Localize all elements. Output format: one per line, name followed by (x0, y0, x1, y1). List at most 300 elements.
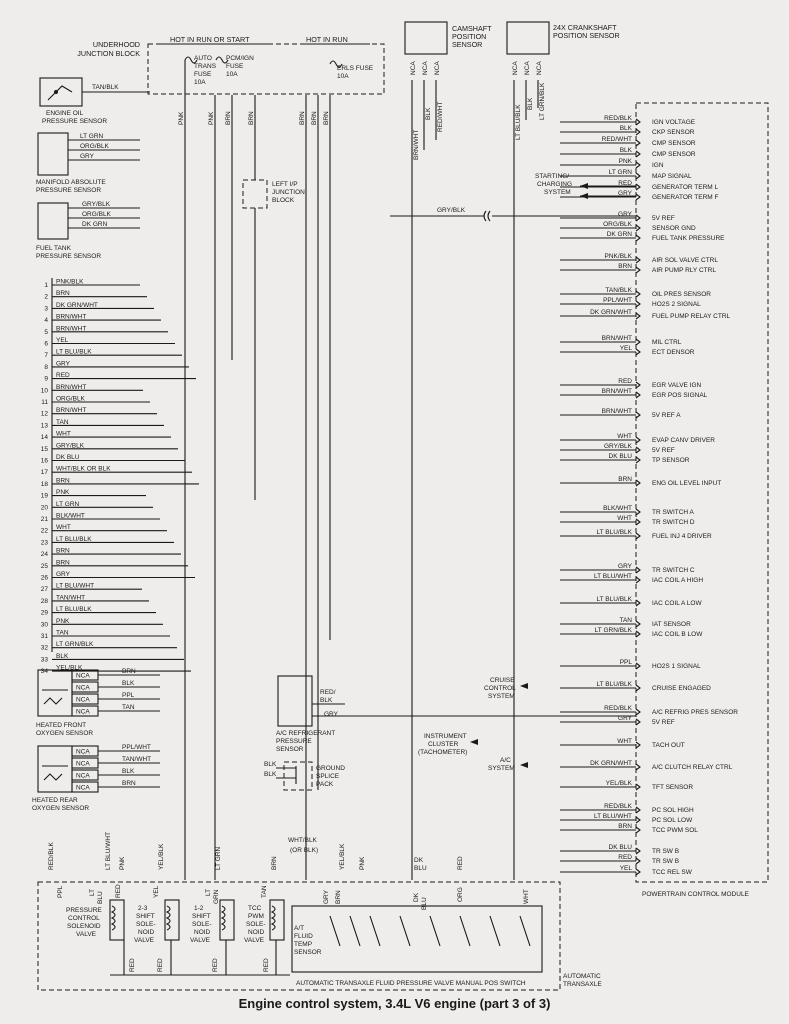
pcm-pin-arrow (636, 685, 640, 691)
connector-wire-color: BRN/WHT (56, 325, 87, 333)
svg-text:SYSTEM: SYSTEM (488, 693, 515, 700)
crank-wire-1: LT BLU/BLK (515, 104, 522, 140)
svg-text:TAN/BLK: TAN/BLK (92, 84, 119, 91)
pcm-wire-color: RED/BLK (604, 803, 632, 810)
pcm-pin-arrow (636, 257, 640, 263)
pcm-pin-label: OIL PRES SENSOR (652, 291, 711, 298)
pcm-pin-label: IAC COIL A LOW (652, 600, 702, 607)
svg-text:INSTRUMENT: INSTRUMENT (424, 733, 467, 740)
connector-wire-color: TAN/WHT (56, 594, 86, 602)
svg-text:NCA: NCA (422, 61, 429, 75)
pcm-wire-color: PPL (619, 659, 632, 666)
pcm-pin-label: FUEL PUMP RELAY CTRL (652, 313, 731, 320)
pcm-pin-label: FUEL TANK PRESSURE (652, 235, 725, 242)
pcm-wire-color: DK GRN (606, 231, 632, 238)
svg-text:A/C: A/C (500, 757, 511, 764)
connector-pin-number: 33 (40, 656, 48, 664)
pcm-wire-color: ORG/BLK (603, 221, 632, 228)
svg-text:STARTING/: STARTING/ (535, 173, 570, 180)
pcm-pin-arrow (636, 313, 640, 319)
connector-wire-color: LT BLU/BLK (56, 535, 92, 543)
connector-pin-number: 29 (40, 609, 48, 617)
svg-text:POSITION SENSOR: POSITION SENSOR (553, 31, 620, 40)
wire-label: BRN (323, 111, 330, 125)
shift-solenoid-2-3 (134, 900, 179, 944)
pcm-pin-label: TFT SENSOR (652, 784, 694, 791)
pcm-pin-arrow (636, 577, 640, 583)
connector-wire-color: ORG/BLK (56, 395, 85, 403)
o2-pin-label: NCA (76, 708, 90, 716)
pcm-pin-label: PC SOL HIGH (652, 807, 694, 814)
pcm-pin-arrow (636, 184, 640, 190)
connector-pin-number: 26 (40, 574, 48, 582)
pcm-wire-color: BRN/WHT (601, 408, 632, 415)
svg-text:BRN: BRN (271, 856, 278, 870)
svg-text:CLUSTER: CLUSTER (428, 741, 459, 748)
pcm-wire-color: BRN (618, 823, 632, 830)
pcm-wire-color: LT GRN/BLK (594, 627, 632, 634)
underhood-junction-block (77, 35, 384, 95)
connector-wire-color: BLK (56, 652, 69, 660)
pcm-wire-color: LT BLU/BLK (596, 681, 632, 688)
o2-wire-color: PPL (122, 692, 135, 699)
svg-text:2-3: 2-3 (138, 905, 148, 912)
cam-wire-3: RED/WHT (437, 101, 444, 132)
svg-text:10A: 10A (194, 79, 206, 86)
cruise-control-system (484, 677, 528, 700)
wire-label: PNK (208, 111, 215, 125)
pcm-pin-arrow (636, 600, 640, 606)
connector-wire-color: LT BLU/BLK (56, 348, 92, 356)
connector-wire-color: GRY/BLK (56, 442, 85, 450)
svg-text:SENSOR: SENSOR (452, 40, 483, 49)
svg-text:SYSTEM: SYSTEM (488, 765, 515, 772)
connector-pin-number: 16 (40, 457, 48, 465)
powertrain-control-module (560, 103, 768, 898)
o2-pin-label: NCA (76, 696, 90, 704)
pcm-pin-arrow (636, 784, 640, 790)
connector-pin-number: 19 (40, 492, 48, 500)
pcm-pin-label: ECT DENSOR (652, 349, 695, 356)
svg-text:AUTOMATIC: AUTOMATIC (563, 973, 601, 980)
pcm-pin-arrow (636, 509, 640, 515)
svg-text:TRANSAXLE: TRANSAXLE (563, 981, 602, 988)
svg-text:WHT/BLK: WHT/BLK (288, 837, 317, 844)
pcm-wire-color: RED/BLK (604, 705, 632, 712)
pcm-wire-color: BLK (619, 147, 632, 154)
pcm-pin-label: CMP SENSOR (652, 151, 696, 158)
connector-pin-number: 21 (40, 516, 48, 523)
svg-text:ERLS FUSE: ERLS FUSE (337, 65, 374, 72)
svg-text:PRESSURE SENSOR: PRESSURE SENSOR (36, 253, 102, 260)
pcm-pin-arrow (636, 291, 640, 297)
svg-text:GRY/BLK: GRY/BLK (82, 201, 111, 208)
pcm-pin-label: HO2S 1 SIGNAL (652, 663, 701, 670)
connector-wire-color: GRY (56, 360, 70, 368)
svg-text:DK GRN: DK GRN (82, 221, 108, 228)
pcm-pin-arrow (636, 129, 640, 135)
o2-wire-color: BLK (122, 768, 135, 775)
diagram-caption: Engine control system, 3.4L V6 engine (part 3 of 3) (238, 996, 551, 1011)
instrument-cluster (418, 733, 478, 756)
svg-text:NCA: NCA (434, 61, 441, 75)
pcm-pin-label: TCC PWM SOL (652, 827, 698, 834)
connector-wire-color: YEL/BLK (56, 664, 83, 672)
top-vertical-wires (178, 95, 330, 880)
svg-text:FUEL TANK: FUEL TANK (36, 245, 71, 252)
pcm-pin-label: TP SENSOR (652, 457, 690, 464)
svg-text:SOLE-: SOLE- (136, 921, 156, 928)
pcm-pin-label: TR SWITCH C (652, 567, 695, 574)
pcm-wire-color: BRN/WHT (601, 335, 632, 342)
transaxle-pin-label: YEL (153, 885, 160, 898)
pcm-wire-color: LT BLU/BLK (596, 529, 632, 536)
pcm-pin-label: IAC COIL A HIGH (652, 577, 704, 584)
connector-pin-number: 8 (44, 363, 48, 371)
svg-text:POWERTRAIN CONTROL MODULE: POWERTRAIN CONTROL MODULE (642, 891, 749, 898)
pcm-pin-label: TR SWITCH D (652, 519, 695, 526)
o2-pin-label: NCA (76, 772, 90, 780)
connector-pin-number: 32 (40, 644, 48, 652)
connector-pin-number: 15 (40, 445, 48, 453)
pcm-pin-label: IGN VOLTAGE (652, 119, 696, 126)
connector-pin-number: 12 (40, 410, 48, 418)
svg-text:VALVE: VALVE (190, 937, 210, 944)
pcm-wire-color: RED/BLK (604, 115, 632, 122)
pcm-pin-arrow (636, 742, 640, 748)
svg-text:SHIFT: SHIFT (192, 913, 211, 920)
pcm-pin-label: TCC REL SW (652, 869, 692, 876)
map-sensor (36, 133, 140, 194)
pcm-pin-label: 5V REF (652, 719, 675, 726)
heated-front-oxygen-sensor (36, 668, 160, 737)
svg-text:JUNCTION: JUNCTION (272, 189, 305, 196)
junction-title-2: JUNCTION BLOCK (77, 49, 140, 58)
svg-text:CONTROL: CONTROL (68, 915, 100, 922)
connector-wire-color: BRN/WHT (56, 383, 87, 391)
svg-text:CAMSHAFT: CAMSHAFT (452, 24, 492, 33)
pcm-wire-color: RED (618, 854, 632, 861)
pcm-pin-arrow (636, 173, 640, 179)
pcm-wire-color: DK GRN/WHT (590, 760, 632, 767)
pressure-control-solenoid (66, 900, 124, 940)
pcm-pin-label: GENERATOR TERM F (652, 194, 719, 201)
transaxle-pin-label: GRN (213, 889, 220, 904)
connector-pin-number: 17 (40, 469, 48, 477)
automatic-transaxle (38, 882, 602, 990)
connector-wire-color: YEL (56, 337, 69, 344)
pcm-wire-color: DK BLU (608, 453, 632, 460)
engine-oil-pressure-sensor (40, 78, 150, 125)
pcm-pin-arrow (636, 349, 640, 355)
junction-title-1: UNDERHOOD (92, 40, 140, 49)
transaxle-pin-label: WHT (523, 889, 530, 904)
pcm-pin-label: CKP SENSOR (652, 129, 695, 136)
pcm-pin-arrow (636, 567, 640, 573)
transaxle-pin-label: BLU (421, 897, 428, 910)
transaxle-pin-label: BLU (97, 891, 104, 904)
pcm-pin-arrow (636, 225, 640, 231)
pcm-pin-label: FUEL INJ 4 DRIVER (652, 533, 712, 540)
pcm-wire-color: GRY (618, 211, 632, 218)
svg-text:TEMP: TEMP (294, 941, 313, 948)
o2-pin-label: NCA (76, 748, 90, 756)
transaxle-pin-label: BRN (335, 890, 342, 904)
svg-text:A/C REFRIGERANT: A/C REFRIGERANT (276, 730, 336, 737)
pcm-wire-color: GRY (618, 563, 632, 570)
connector-pin-number: 7 (44, 352, 48, 360)
connector-pin-number: 1 (44, 282, 48, 289)
svg-text:GRY: GRY (324, 711, 338, 718)
svg-text:VALVE: VALVE (134, 937, 154, 944)
pcm-pin-label: CMP SENSOR (652, 140, 696, 147)
pcm-wire-color: RED (618, 378, 632, 385)
pcm-pin-arrow (636, 235, 640, 241)
pcm-wire-color: BLK/WHT (603, 505, 632, 512)
pcm-pin-label: IAT SENSOR (652, 621, 691, 628)
pcm-pin-arrow (636, 140, 640, 146)
pcm-wire-color: PNK (618, 158, 632, 165)
pcm-pin-label: 5V REF A (652, 412, 681, 419)
connector-pin-number: 31 (40, 633, 48, 640)
svg-text:(OR BLK): (OR BLK) (290, 847, 319, 854)
transaxle-pin-label: RED (115, 884, 122, 898)
pcm-pin-arrow (636, 869, 640, 875)
pcm-pin-arrow (636, 119, 640, 125)
svg-text:PRESSURE: PRESSURE (276, 738, 312, 745)
left-ip-junction-block (243, 180, 305, 208)
wire-label: BRN (225, 111, 232, 125)
svg-text:YEL/BLK: YEL/BLK (339, 843, 346, 870)
o2-wire-color: BRN (122, 780, 136, 787)
connector-pin-number: 11 (41, 399, 48, 406)
fluid-pressure-switch-assembly (292, 906, 542, 987)
pcm-wire-color: YEL (619, 865, 632, 872)
connector-wire-color: LT GRN (56, 500, 80, 508)
svg-text:RED: RED (212, 958, 219, 972)
hot-run-start-label: HOT IN RUN OR START (170, 35, 250, 44)
connector-wire-color: BLK/WHT (56, 512, 85, 520)
svg-text:PRESSURE SENSOR: PRESSURE SENSOR (42, 118, 108, 125)
svg-text:RED: RED (157, 958, 164, 972)
connector-wire-color: DK BLU (56, 454, 80, 461)
pcm-pin-arrow (636, 817, 640, 823)
transaxle-pin-label: PPL (57, 885, 64, 898)
svg-text:BLK: BLK (264, 761, 277, 768)
connector-wire-color: GRY (56, 571, 70, 578)
connector-pin-number: 14 (40, 434, 48, 442)
transaxle-pin-label: TAN (261, 885, 268, 898)
wire-label: BRN (311, 111, 318, 125)
svg-text:PRESSURE SENSOR: PRESSURE SENSOR (36, 187, 102, 194)
svg-text:SHIFT: SHIFT (136, 913, 155, 920)
svg-text:SOLENOID: SOLENOID (67, 923, 101, 930)
crank-wire-3: LT GRN/BLK (539, 82, 546, 120)
pcm-wire-color: YEL (619, 345, 632, 352)
transaxle-pin-label: GRY (323, 890, 330, 904)
fluid-temp-sensor: A/T (294, 925, 305, 932)
connector-pin-number: 23 (40, 539, 48, 547)
pcm-wire-color: BRN (618, 476, 632, 483)
connector-wire-color: LT GRN/BLK (56, 641, 94, 649)
svg-text:RED: RED (129, 958, 136, 972)
svg-text:CHARGING: CHARGING (537, 181, 573, 188)
left-connector (41, 278, 199, 675)
pcm-pin-label: TR SW B (652, 848, 680, 855)
connector-wire-color: LT BLU/BLK (56, 606, 92, 614)
svg-text:HEATED FRONT: HEATED FRONT (36, 722, 87, 729)
pcm-pin-arrow (636, 848, 640, 854)
transaxle-pin-label: LT (205, 888, 212, 896)
svg-text:RED/BLK: RED/BLK (48, 842, 55, 870)
connector-wire-color: PNK (56, 617, 70, 625)
connector-pin-number: 2 (44, 293, 48, 301)
svg-text:LEFT I/P: LEFT I/P (272, 181, 298, 188)
svg-text:NCA: NCA (512, 61, 519, 75)
pcm-wire-color: BRN/WHT (601, 388, 632, 395)
pcm-pin-arrow (636, 457, 640, 463)
connector-wire-color: BRN/WHT (56, 313, 87, 321)
svg-text:NOID: NOID (194, 929, 211, 936)
pcm-pin-arrow (636, 631, 640, 637)
svg-text:FLUID: FLUID (294, 933, 313, 940)
pcm-pin-arrow (636, 663, 640, 669)
svg-text:SENSOR: SENSOR (276, 746, 304, 753)
o2-wire-color: TAN/WHT (122, 756, 152, 763)
svg-text:ENGINE OIL: ENGINE OIL (46, 110, 84, 117)
o2-pin-label: NCA (76, 684, 90, 692)
pcm-wire-color: LT GRN (608, 169, 632, 176)
pcm-pin-label: TR SWITCH A (652, 509, 694, 516)
svg-text:LT GRN: LT GRN (215, 846, 222, 870)
connector-pin-number: 34 (40, 668, 48, 676)
pcm-pin-arrow (636, 719, 640, 725)
pcm-pin-label: AIR SOL VALVE CTRL (652, 257, 718, 264)
o2-wire-color: PPL/WHT (122, 744, 151, 751)
ground-splice-pack (264, 761, 345, 790)
pcm-wire-color: BLK (619, 125, 632, 132)
o2-wire-color: TAN (122, 704, 135, 711)
pcm-pin-arrow (636, 533, 640, 539)
fuel-tank-pressure-sensor (36, 201, 140, 260)
svg-text:NCA: NCA (524, 61, 531, 75)
transaxle-harness (48, 832, 464, 872)
svg-text:BLK: BLK (264, 771, 277, 778)
pcm-wire-color: GRY (618, 190, 632, 197)
svg-text:YEL/BLK: YEL/BLK (158, 843, 165, 870)
connector-pin-number: 3 (44, 305, 48, 313)
pcm-pin-arrow (636, 858, 640, 864)
pcm-pin-label: A/C REFRIG PRES SENSOR (652, 709, 738, 716)
svg-text:LT GRN: LT GRN (80, 133, 104, 140)
pcm-pin-label: HO2S 2 SIGNAL (652, 301, 701, 308)
svg-text:AUTOMATIC TRANSAXLE FLUID PRES: AUTOMATIC TRANSAXLE FLUID PRESSURE VALVE MANUAL POS SWITCH (296, 980, 526, 987)
crank-wire-2: BLK (527, 97, 534, 110)
pcm-pin-arrow (636, 301, 640, 307)
tcc-pwm-solenoid (244, 900, 284, 944)
wire-label: BRN (299, 111, 306, 125)
connector-pin-number: 13 (40, 422, 48, 430)
pcm-wire-color: PPL/WHT (603, 297, 632, 304)
connector-wire-color: PNK/BLK (56, 278, 84, 286)
connector-wire-color: PNK (56, 489, 70, 497)
gry-blk-wire (390, 207, 636, 221)
pcm-wire-color: DK GRN/WHT (590, 309, 632, 316)
svg-text:PNK: PNK (119, 856, 126, 870)
pcm-wire-color: BRN (618, 263, 632, 270)
svg-text:10A: 10A (226, 71, 238, 78)
connector-pin-number: 22 (40, 527, 48, 535)
wire-label: PNK (178, 111, 185, 125)
connector-wire-color: LT BLU/WHT (56, 582, 95, 590)
svg-text:CONTROL: CONTROL (484, 685, 516, 692)
svg-text:RED: RED (457, 856, 464, 870)
svg-text:LT BLU/WHT: LT BLU/WHT (105, 831, 112, 870)
o2-pin-label: NCA (76, 760, 90, 768)
pcm-wire-color: DK BLU (608, 844, 632, 851)
wire-label: BRN (248, 111, 255, 125)
pcm-pin-label: EGR VALVE IGN (652, 382, 702, 389)
pcm-pin-label: IGN (652, 162, 664, 169)
svg-text:10A: 10A (337, 73, 349, 80)
svg-text:BLOCK: BLOCK (272, 197, 295, 204)
svg-text:ORG/BLK: ORG/BLK (80, 143, 109, 150)
o2-pin-label: NCA (76, 672, 90, 680)
pcm-pin-arrow (636, 480, 640, 486)
svg-text:SENSOR: SENSOR (294, 949, 322, 956)
pcm-wire-color: WHT (617, 433, 632, 440)
connector-pin-number: 25 (40, 562, 48, 570)
svg-text:PWM: PWM (248, 913, 264, 920)
svg-text:24X CRANKSHAFT: 24X CRANKSHAFT (553, 23, 617, 32)
pcm-wire-color: PNK/BLK (604, 253, 632, 260)
crankshaft-position-sensor (507, 22, 620, 880)
svg-text:PNK: PNK (359, 856, 366, 870)
connector-wire-color: BRN (56, 559, 70, 567)
pcm-pin-arrow (636, 339, 640, 345)
pcm-wire-color: LT BLU/BLK (596, 596, 632, 603)
pcm-ign-fuse (216, 55, 254, 78)
svg-text:BLU: BLU (414, 865, 427, 872)
transaxle-pin-label: ORG (457, 887, 464, 902)
svg-text:HEATED REAR: HEATED REAR (32, 797, 78, 804)
svg-text:RED: RED (263, 958, 270, 972)
pcm-pin-label: MIL CTRL (652, 339, 682, 346)
pcm-pin-arrow (636, 447, 640, 453)
ac-system (488, 757, 528, 772)
connector-wire-color: RED (56, 372, 70, 380)
svg-text:OXYGEN SENSOR: OXYGEN SENSOR (36, 730, 94, 737)
connector-pin-number: 24 (40, 551, 48, 559)
pcm-pin-label: PC SOL LOW (652, 817, 693, 824)
pcm-wire-color: YEL/BLK (605, 780, 632, 787)
pcm-pin-label: TACH OUT (652, 742, 685, 749)
svg-text:(TACHOMETER): (TACHOMETER) (418, 749, 468, 756)
connector-pin-number: 6 (44, 340, 48, 348)
pcm-pin-arrow (636, 392, 640, 398)
pcm-wire-color: LT BLU/WHT (593, 813, 632, 820)
transaxle-pin-label: DK (413, 892, 420, 902)
pcm-pin-arrow (636, 764, 640, 770)
svg-text:NOID: NOID (248, 929, 265, 936)
connector-wire-color: BRN/WHT (56, 407, 87, 415)
heated-rear-oxygen-sensor (32, 744, 160, 812)
pcm-pin-label: SENSOR GND (652, 225, 696, 232)
transaxle-pin-label: LT (89, 888, 96, 896)
svg-text:VALVE: VALVE (76, 931, 96, 938)
connector-pin-number: 27 (40, 586, 48, 594)
svg-text:SOLE-: SOLE- (246, 921, 266, 928)
